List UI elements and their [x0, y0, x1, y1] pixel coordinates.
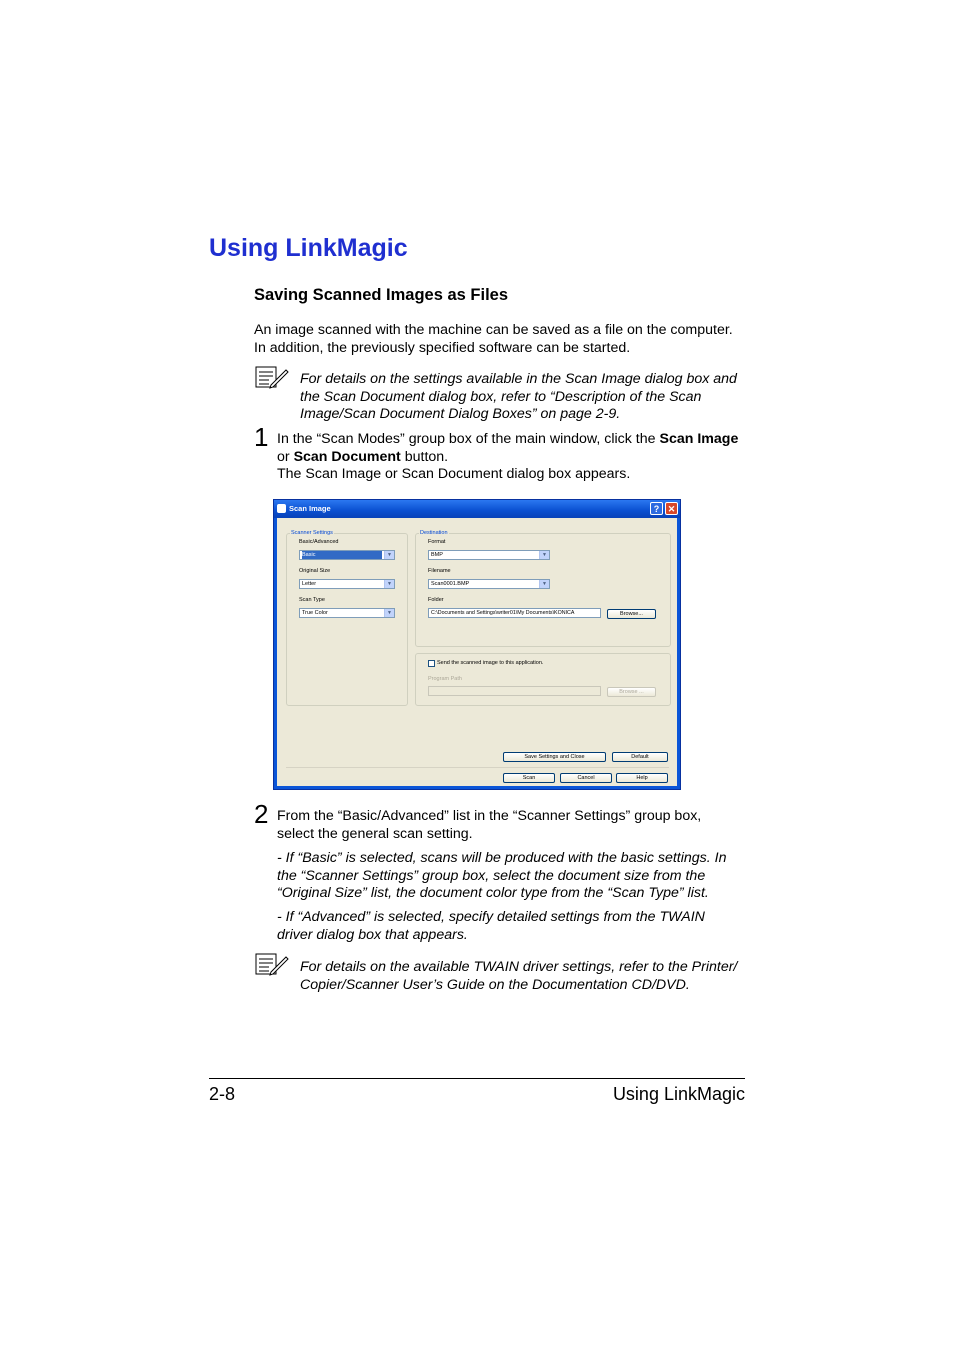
- field-label: Basic/Advanced: [299, 539, 339, 545]
- basic-advanced-select[interactable]: [299, 550, 395, 560]
- note-line: For details on the available TWAIN driver settings, refer to the Printer/: [300, 959, 738, 975]
- step-number: 2: [254, 799, 269, 829]
- step-text: or: [277, 448, 294, 465]
- step-text: In the “Scan Modes” group box of the main window, click the: [277, 431, 660, 447]
- section-subtitle: Saving Scanned Images as Files: [254, 286, 509, 304]
- help-title-button[interactable]: ?: [650, 502, 663, 515]
- note-paragraph: [300, 371, 737, 424]
- group-label: Scanner Settings: [291, 530, 333, 536]
- folder-input[interactable]: C:\Documents and Settings\writer01\My Documents\KONICA: [428, 608, 601, 618]
- option-line: “Original Size” list, the document color type from the “Scan Type” list.: [277, 885, 709, 902]
- basic-option-paragraph: [277, 850, 726, 903]
- note-line: For details on the settings available in the Scan Image dialog box and: [300, 371, 737, 387]
- program-browse-button[interactable]: Browse ...: [607, 687, 656, 697]
- scan-image-dialog: [273, 499, 681, 790]
- checkbox-label: Send the scanned image to this application.: [437, 660, 544, 666]
- memo-note-icon: [255, 952, 289, 978]
- step-text: From the “Basic/Advanced” list in the “Scanner Settings” group box,: [277, 808, 702, 824]
- separator: [286, 767, 669, 768]
- dialog-titlebar: [274, 500, 680, 518]
- field-label: Original Size: [299, 568, 331, 574]
- option-line: - If “Advanced” is selected, specify detailed settings from the TWAIN: [277, 909, 705, 925]
- chevron-down-icon[interactable]: ▼: [384, 551, 394, 559]
- footer-rule: [209, 1078, 745, 1079]
- filename-select[interactable]: [428, 579, 550, 589]
- send-to-application-group: [415, 653, 671, 706]
- field-label: Format: [428, 539, 446, 545]
- footer-section-title: Using LinkMagic: [612, 1084, 745, 1104]
- close-title-button[interactable]: ✕: [665, 502, 678, 515]
- dialog-title: Scan Image: [289, 504, 331, 513]
- save-settings-close-button[interactable]: Save Settings and Close: [503, 752, 606, 762]
- send-to-application-checkbox[interactable]: [428, 660, 435, 667]
- cancel-button[interactable]: Cancel: [560, 773, 612, 783]
- intro-paragraph: [254, 322, 733, 357]
- scan-document-label: Scan Document: [293, 448, 401, 465]
- browse-button[interactable]: Browse...: [607, 609, 656, 619]
- original-size-select[interactable]: [299, 579, 395, 589]
- select-value: True Color: [302, 610, 328, 616]
- select-value: BMP: [431, 552, 443, 558]
- step-2-text: [277, 808, 701, 843]
- scan-image-label: Scan Image: [659, 431, 739, 447]
- note-line: Image/Scan Document Dialog Boxes” on page 2-9.: [300, 406, 621, 423]
- option-line: driver dialog box that appears.: [277, 926, 468, 943]
- intro-line: In addition, the previously specified software can be started.: [254, 339, 631, 356]
- field-label: Filename: [428, 568, 451, 574]
- scan-button[interactable]: Scan: [503, 773, 555, 783]
- advanced-option-paragraph: [277, 909, 705, 944]
- step-number: 1: [254, 422, 269, 452]
- scanner-icon: [277, 504, 286, 513]
- option-line: - If “Basic” is selected, scans will be produced with the basic settings. In: [277, 850, 727, 866]
- scanner-settings-group: [286, 530, 408, 706]
- scan-type-select[interactable]: [299, 608, 395, 618]
- chevron-down-icon[interactable]: ▼: [539, 580, 549, 588]
- step-text: button.: [400, 448, 449, 465]
- chevron-down-icon[interactable]: ▼: [384, 580, 394, 588]
- page-number: 2-8: [209, 1084, 236, 1104]
- memo-note-icon: [255, 365, 289, 391]
- step-text: select the general scan setting.: [277, 825, 473, 842]
- field-label: Folder: [428, 597, 444, 603]
- step-text: The Scan Image or Scan Document dialog box appears.: [277, 466, 631, 483]
- chevron-down-icon[interactable]: ▼: [384, 609, 394, 617]
- select-value: Letter: [302, 581, 317, 587]
- field-label: Program Path: [428, 676, 462, 682]
- default-button[interactable]: Default: [612, 752, 668, 762]
- select-value: Scan0001.BMP: [431, 581, 470, 587]
- destination-group: [415, 530, 671, 647]
- group-label: Destination: [420, 530, 448, 536]
- option-line: the “Scanner Settings” group box, select the document size from the: [277, 867, 706, 884]
- page-title: Using LinkMagic: [209, 234, 408, 262]
- dialog-client: [277, 518, 677, 786]
- intro-line: An image scanned with the machine can be saved as a file on the computer.: [254, 322, 733, 338]
- field-label: Scan Type: [299, 597, 325, 603]
- select-value: Basic: [302, 551, 382, 559]
- help-button[interactable]: Help: [616, 773, 668, 783]
- program-path-input[interactable]: [428, 686, 601, 696]
- note-paragraph: [300, 959, 737, 994]
- note-line: the Scan Document dialog box, refer to “Description of the Scan: [300, 388, 702, 405]
- format-select[interactable]: [428, 550, 550, 560]
- step-1-text: [277, 431, 738, 484]
- note-line: Copier/Scanner User’s Guide on the Documentation CD/DVD.: [300, 976, 690, 993]
- chevron-down-icon[interactable]: ▼: [539, 551, 549, 559]
